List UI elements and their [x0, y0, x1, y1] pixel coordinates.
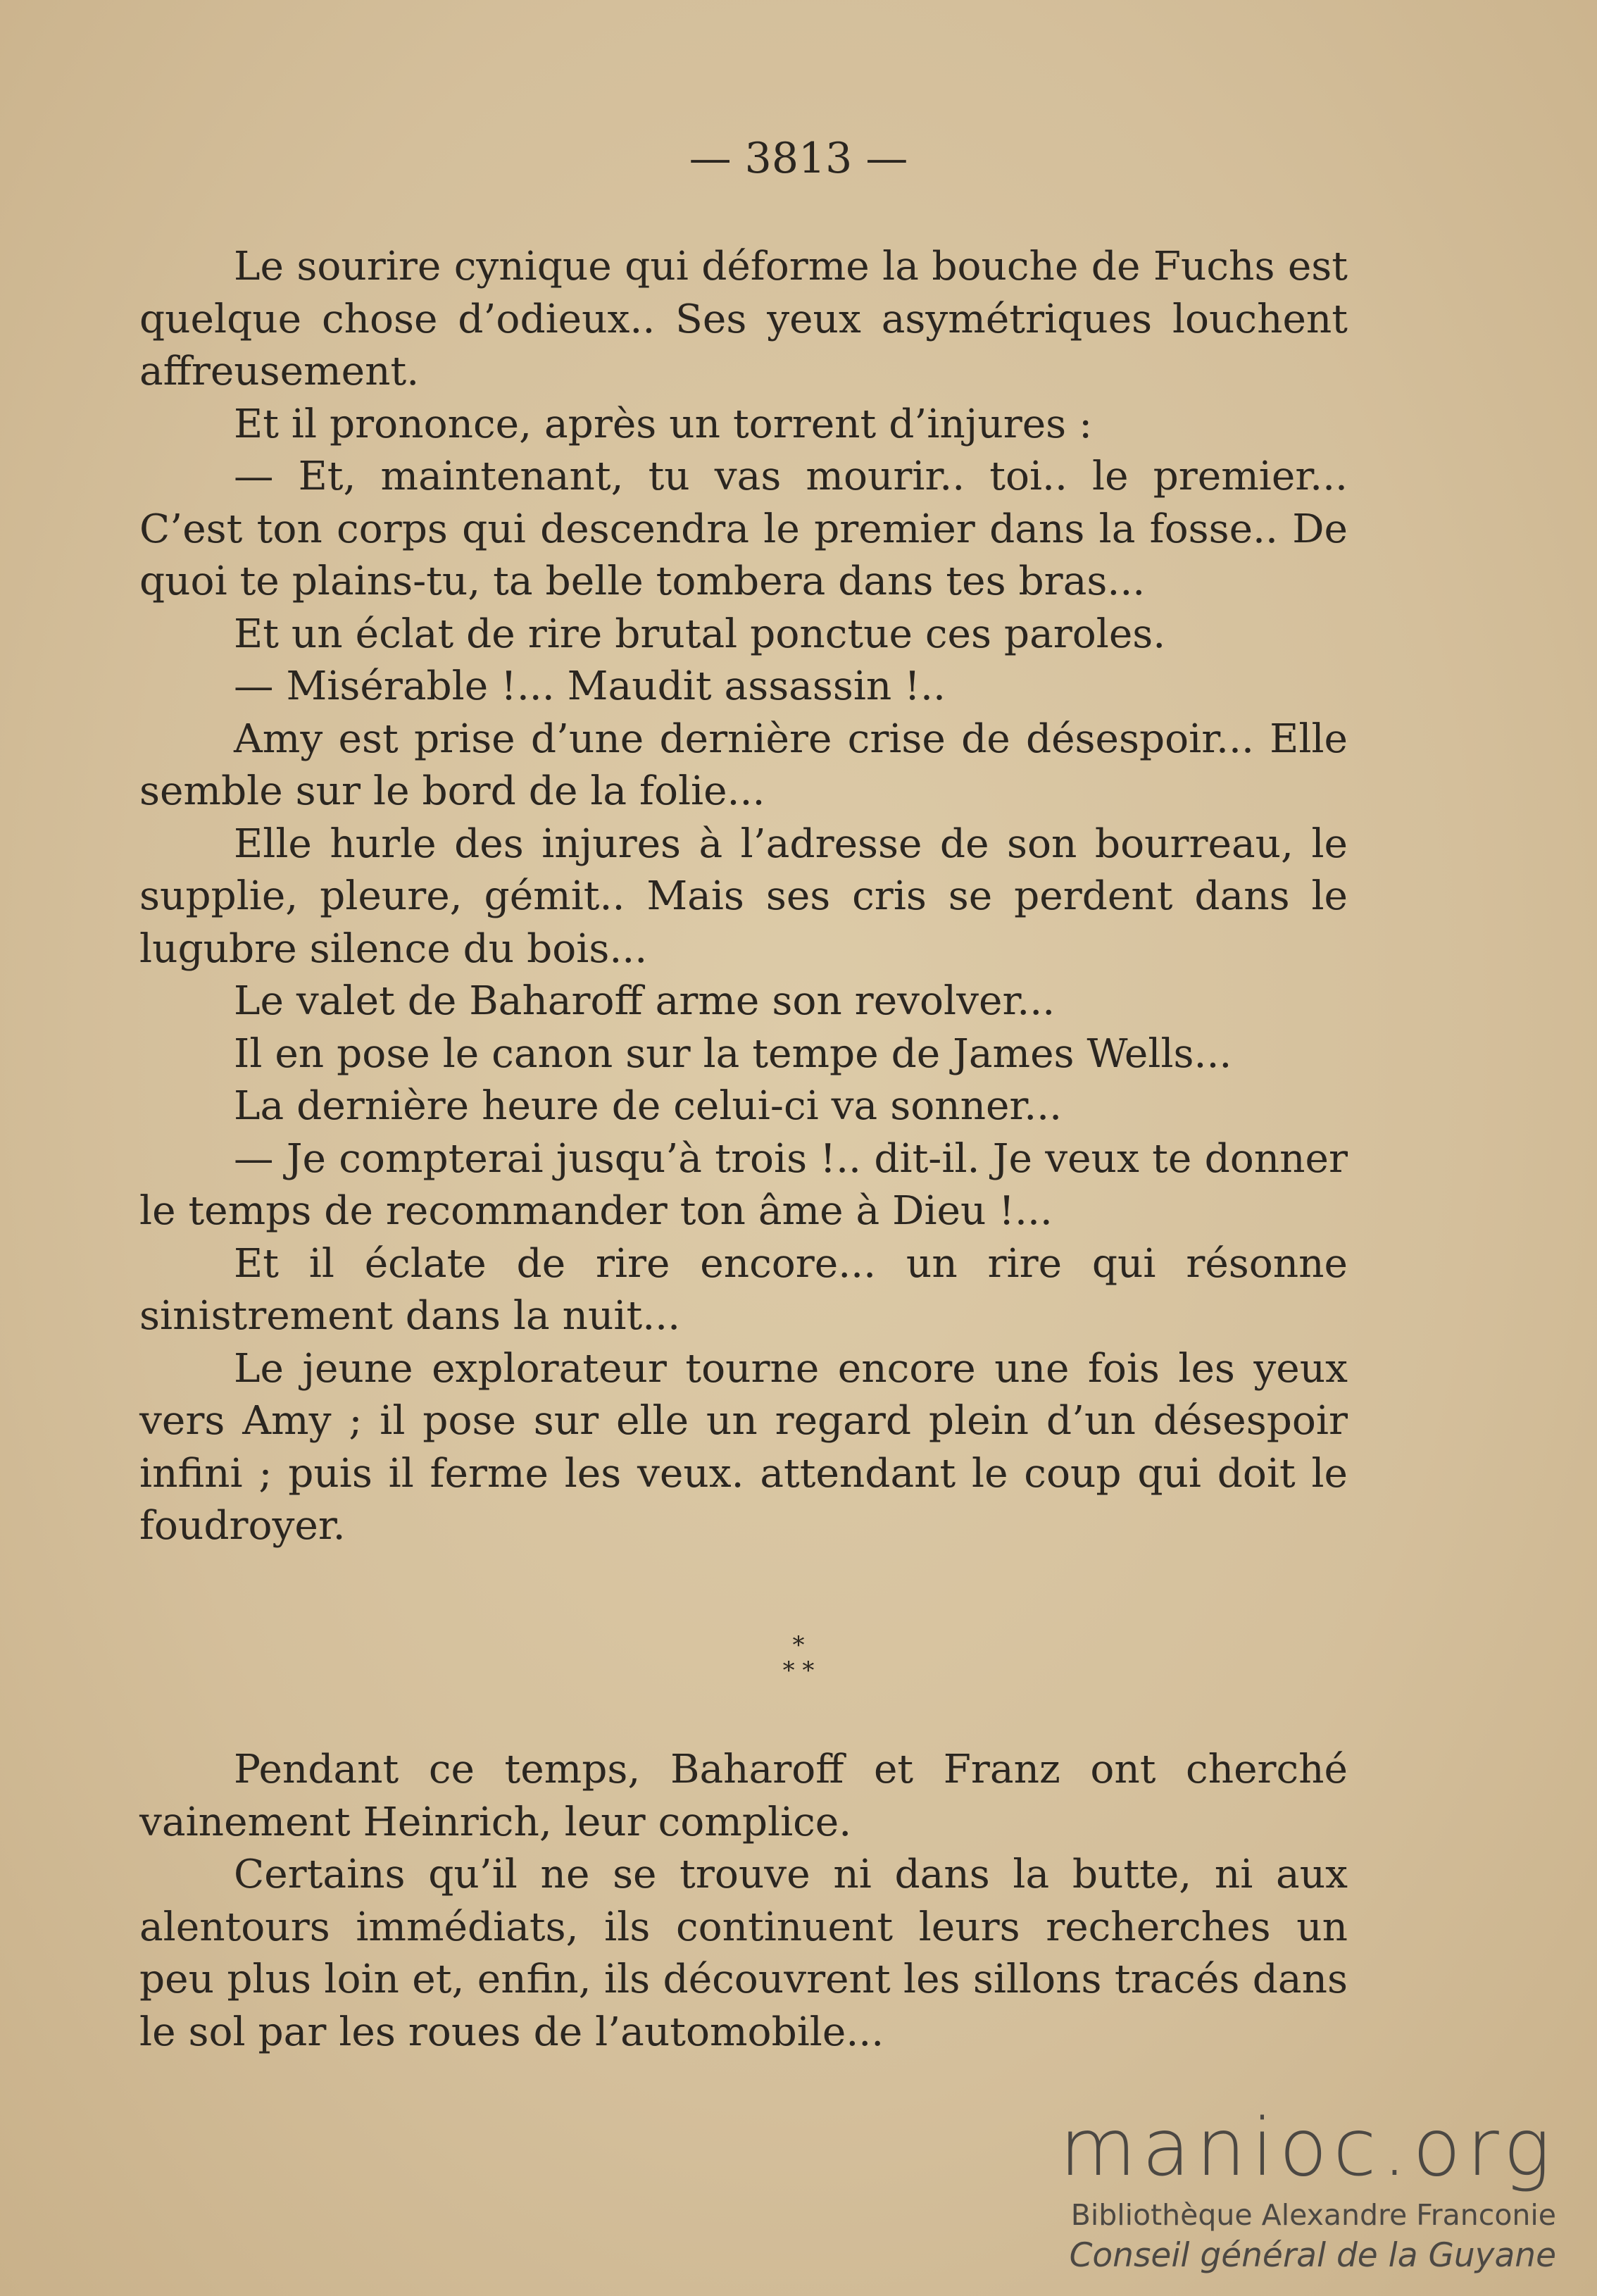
page-number: — 3813 —	[689, 134, 908, 183]
paragraph: Certains qu’il ne se trouve ni dans la butte, ni aux alentours immédiats, ils continuent leurs recherches un peu plus loin et, enfin, ils découvrent les sillons tracés dans le sol par les roues de l’automobile...	[139, 1852, 1348, 2055]
section-break-asterism: * * *	[782, 1631, 815, 1685]
paragraph: Le jeune explorateur tourne encore une fois les yeux vers Amy ; il pose sur elle un regard plein d’un désespoir infini ; puis il ferme les veux. attendant le coup qui doit le foudroyer.	[139, 1345, 1348, 1549]
manioc-logo: manioc.org	[1059, 2102, 1556, 2194]
paragraph: Il en pose le canon sur la tempe de James Wells...	[234, 1030, 1232, 1077]
body-text-before-break	[139, 241, 1348, 1553]
manioc-watermark	[1021, 2102, 1556, 2278]
paragraph: Et un éclat de rire brutal ponctue ces paroles.	[234, 611, 1166, 657]
paragraph: — Je compterai jusqu’à trois !.. dit-il. Je veux te donner le temps de recommander ton âme à Dieu !...	[139, 1135, 1348, 1234]
paragraph: Elle hurle des injures à l’adresse de son bourreau, le supplie, pleure, gémit.. Mais ses cris se perdent dans le lugubre silence du bois...	[139, 821, 1348, 972]
council-name: Conseil général de la Guyane	[1069, 2236, 1556, 2275]
paragraph: Le valet de Baharoff arme son revolver...	[234, 978, 1056, 1024]
paragraph: Le sourire cynique qui déforme la bouche de Fuchs est quelque chose d’odieux.. Ses yeux asymétriques louchent affreusement.	[139, 244, 1348, 394]
paragraph: Amy est prise d’une dernière crise de désespoir... Elle semble sur le bord de la folie...	[139, 716, 1348, 814]
paragraph: Pendant ce temps, Baharoff et Franz ont cherché vainement Heinrich, leur complice.	[139, 1747, 1348, 1845]
body-text-after-break	[139, 1744, 1348, 2059]
paragraph: — Misérable !... Maudit assassin !..	[234, 663, 946, 709]
paragraph: La dernière heure de celui-ci va sonner...	[234, 1083, 1063, 1129]
paragraph: Et il prononce, après un torrent d’injures :	[234, 401, 1093, 447]
library-name: Bibliothèque Alexandre Franconie	[1070, 2198, 1556, 2232]
paragraph: — Et, maintenant, tu vas mourir.. toi.. le premier... C’est ton corps qui descendra le premier dans la fosse.. De quoi te plains-tu, ta belle tombera dans tes bras...	[139, 454, 1348, 604]
paragraph: Et il éclate de rire encore... un rire qui résonne sinistrement dans la nuit...	[139, 1240, 1348, 1339]
